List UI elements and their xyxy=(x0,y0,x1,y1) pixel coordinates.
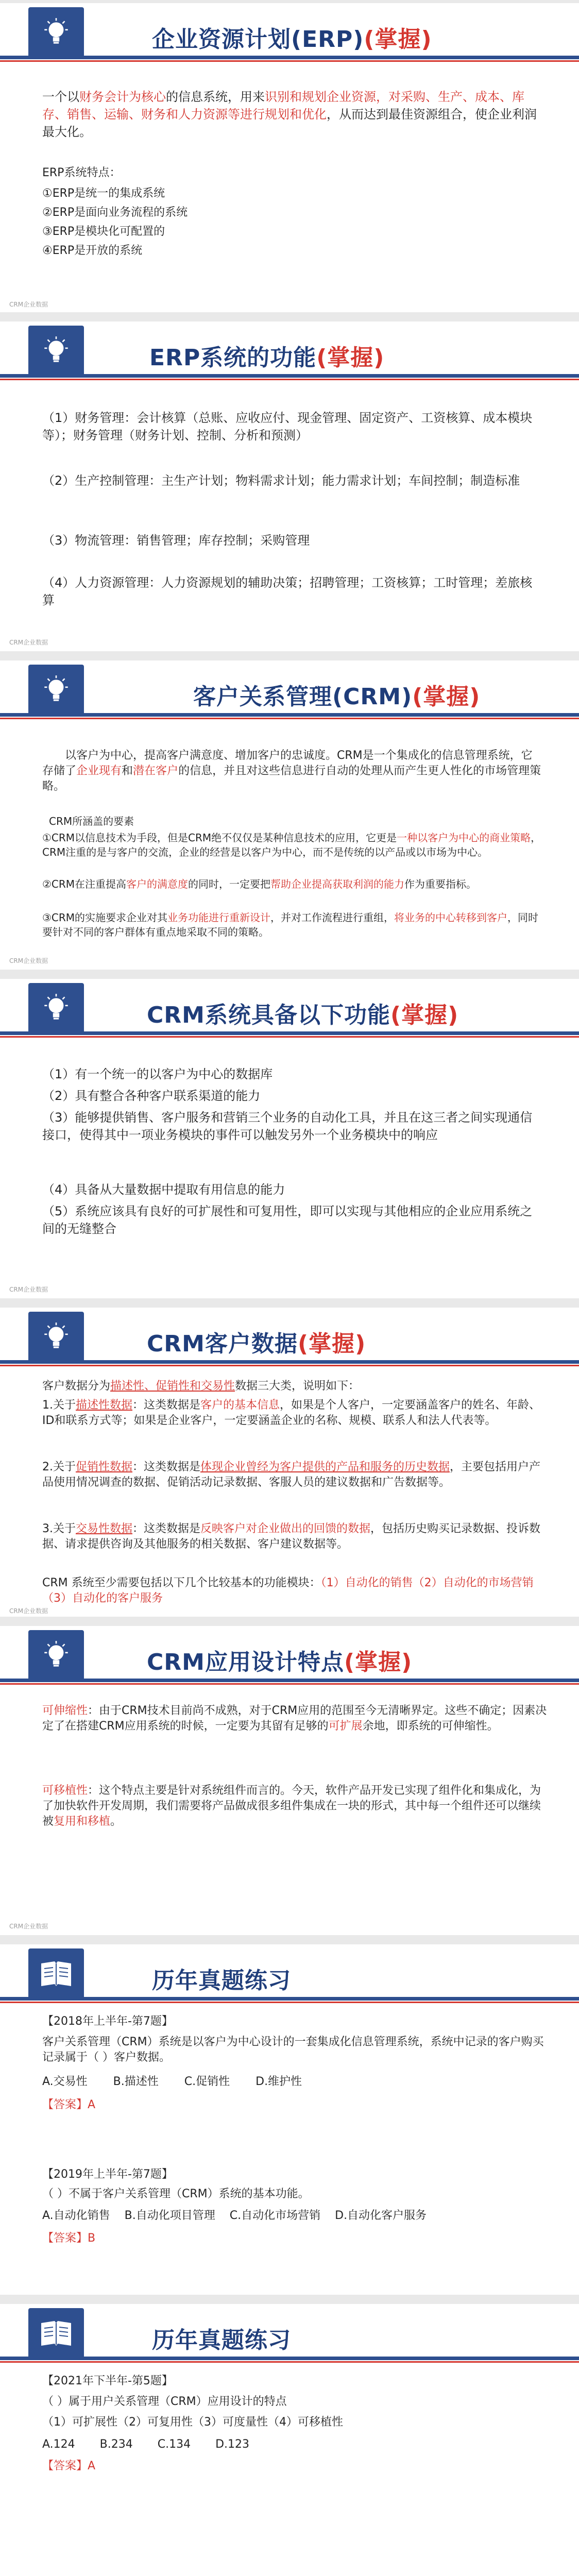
slide-header xyxy=(0,1308,579,1368)
page-title: CRM客户数据(掌握) xyxy=(147,1331,366,1357)
page-title: ERP系统的功能(掌握) xyxy=(149,345,385,371)
erp-feature-item: ②ERP是面向业务流程的系统 xyxy=(42,206,188,219)
crm-design-point: 可移植性：这个特点主要是针对系统组件而言的。今天，软件产品开发已实现了组件化和集成化，为了加快软件开发周期，我们需要将产品做成很多组件集成在一块的形式，其中每一个组件还可以继续被复用和移植。 xyxy=(42,1784,541,1828)
slide-gap xyxy=(0,2295,579,2304)
slide-exam-1 xyxy=(0,1944,579,2295)
header-stripe-red xyxy=(0,2002,579,2003)
page-title: CRM系统具备以下功能(掌握) xyxy=(147,1002,459,1028)
slide-footnote: CRM企业数据 xyxy=(9,1286,48,1293)
slide-gap xyxy=(0,312,579,321)
slide-header xyxy=(0,321,579,382)
question-text: （ ）不属于客户关系管理（CRM）系统的基本功能。 xyxy=(42,2188,310,2200)
question-options xyxy=(42,2208,427,2224)
slide-header xyxy=(0,979,579,1040)
header-stripe-red xyxy=(0,60,579,62)
crm-element-item: ③CRM的实施要求企业对其业务功能进行重新设计，并对工作流程进行重组，将业务的中心转移到客户，同时要针对不同的客户群体有重点地采取不同的策略。 xyxy=(42,911,539,938)
lightbulb-icon xyxy=(28,326,84,377)
slide-erp-functions xyxy=(0,321,579,651)
slide-crm-design xyxy=(0,1626,579,1935)
question-heading: 【2019年上半年-第7题】 xyxy=(42,2168,173,2181)
option: B.描述性 xyxy=(113,2075,159,2088)
answer: 【答案】A xyxy=(42,2460,96,2472)
slide-gap xyxy=(0,970,579,979)
crm-data-point: 2.关于促销性数据：这类数据是体现企业曾经为客户提供的产品和服务的历史数据，主要包括用户产品使用情况调查的数据、促销活动记录数据、客服人员的建议数据和广告数据等。 xyxy=(42,1461,541,1489)
slide-gap xyxy=(0,1617,579,1626)
slide-gap xyxy=(0,1298,579,1308)
slide-header xyxy=(0,1626,579,1687)
slide-header xyxy=(0,3,579,64)
erp-function-item: （4）人力资源管理：人力资源规划的辅助决策；招聘管理；工资核算；工时管理；差旅核算 xyxy=(42,575,533,607)
slide-footnote: CRM企业数据 xyxy=(9,639,48,646)
header-stripe-red xyxy=(0,2361,579,2363)
crm-function-item: （4）具备从大量数据中提取有用信息的能力 xyxy=(42,1182,285,1197)
option: D.维护性 xyxy=(256,2075,302,2088)
lightbulb-icon xyxy=(28,7,84,59)
book-icon xyxy=(28,1948,84,2000)
book-icon xyxy=(28,2308,84,2360)
slide-crm-functions xyxy=(0,979,579,1298)
header-stripe xyxy=(0,713,579,717)
answer: 【答案】B xyxy=(42,2232,96,2245)
page-title: 历年真题练习 xyxy=(152,2327,291,2353)
option: A.交易性 xyxy=(42,2075,88,2088)
lightbulb-icon xyxy=(28,665,84,716)
crm-elements-heading: CRM所涵盖的要素 xyxy=(49,815,134,827)
crm-element-item: ②CRM在注重提高客户的满意度的同时，一定要把帮助企业提高获取利润的能力作为重要指标。 xyxy=(42,878,477,890)
crm-data-lead: 客户数据分为描述性、促销性和交易性数据三大类，说明如下： xyxy=(42,1380,360,1393)
crm-function-item: （2）具有整合各种客户联系渠道的能力 xyxy=(42,1089,261,1103)
slide-footnote: CRM企业数据 xyxy=(9,957,48,964)
header-stripe xyxy=(0,56,579,59)
option: A.124 xyxy=(42,2438,75,2451)
lightbulb-icon xyxy=(28,1312,84,1363)
option: D.自动化客户服务 xyxy=(335,2209,427,2222)
crm-function-item: （1）有一个统一的以客户为中心的数据库 xyxy=(42,1067,273,1081)
page-title: 企业资源计划(ERP)(掌握) xyxy=(152,26,432,53)
answer: 【答案】A xyxy=(42,2098,96,2111)
slide-erp xyxy=(0,3,579,312)
option: A.自动化销售 xyxy=(42,2209,110,2222)
erp-intro: 一个以财务会计为核心的信息系统，用来识别和规划企业资源，对采购、生产、成本、库存、销售、运输、财务和人力资源等进行规划和优化，从而达到最佳资源组合，使企业利润最大化。 xyxy=(42,90,537,139)
slide-gap xyxy=(0,1935,579,1944)
erp-feature-item: ③ERP是模块化可配置的 xyxy=(42,225,165,238)
question-text: （ ）属于用户关系管理（CRM）应用设计的特点 xyxy=(42,2395,287,2408)
question-options xyxy=(42,2437,249,2452)
question-text: 客户关系管理（CRM）系统是以客户为中心设计的一套集成化信息管理系统，系统中记录的客户购买记录属于（ ）客户数据。 xyxy=(42,2036,544,2064)
header-stripe-red xyxy=(0,379,579,380)
question-subtext: （1）可扩展性（2）可复用性（3）可度量性（4）可移植性 xyxy=(42,2416,343,2429)
slide-footnote: CRM企业数据 xyxy=(9,1923,48,1930)
lightbulb-icon xyxy=(28,1630,84,1682)
erp-function-item: （1）财务管理：会计核算（总账、应收应付、现金管理、固定资产、工资核算、成本模块等）；财务管理（财务计划、控制、分析和预测） xyxy=(42,411,533,443)
header-stripe xyxy=(0,1031,579,1035)
slide-header xyxy=(0,1944,579,2005)
question-heading: 【2018年上半年-第7题】 xyxy=(42,2015,173,2028)
header-stripe-red xyxy=(0,1365,579,1366)
header-stripe xyxy=(0,1360,579,1364)
slide-footnote: CRM企业数据 xyxy=(9,1607,48,1615)
option: B.自动化项目管理 xyxy=(124,2209,215,2222)
crm-element-item: ①CRM以信息技术为手段，但是CRM绝不仅仅是某种信息技术的应用，它更是一种以客户为中心的商业策略，CRM注重的是与客户的交流，企业的经营是以客户为中心，而不是传统的以产品或以市场为中心。 xyxy=(42,832,541,858)
erp-function-item: （2）生产控制管理：主生产计划；物料需求计划；能力需求计划；车间控制；制造标准 xyxy=(42,473,520,488)
header-stripe-red xyxy=(0,718,579,719)
option: B.234 xyxy=(99,2438,133,2451)
slide-exam-2 xyxy=(0,2304,579,2576)
header-stripe-red xyxy=(0,1683,579,1685)
slide-footnote: CRM企业数据 xyxy=(9,301,48,308)
page-title: CRM应用设计特点(掌握) xyxy=(147,1649,413,1675)
question-heading: 【2021年下半年-第5题】 xyxy=(42,2375,173,2387)
erp-feature-heading: ERP系统特点： xyxy=(42,166,121,179)
option: C.134 xyxy=(157,2438,191,2451)
lightbulb-icon xyxy=(28,983,84,1035)
slide-header xyxy=(0,660,579,721)
crm-intro: 以客户为中心，提高客户满意度、增加客户的忠诚度。CRM是一个集成化的信息管理系统，它存储了企业现有和潜在客户的信息，并且对这些信息进行自动的处理从而产生更人性化的市场管理策略。 xyxy=(42,749,541,793)
header-stripe xyxy=(0,374,579,378)
crm-function-item: （5）系统应该具有良好的可扩展性和可复用性，即可以实现与其他相应的企业应用系统之间的无缝整合 xyxy=(42,1204,533,1236)
slide-crm-data xyxy=(0,1308,579,1617)
option: C.自动化市场营销 xyxy=(229,2209,321,2222)
slide-gap xyxy=(0,651,579,660)
crm-design-point: 可伸缩性：由于CRM技术目前尚不成熟，对于CRM应用的范围至今无清晰界定。这些不确定；因素决定了在搭建CRM应用系统的时候，一定要为其留有足够的可扩展余地，即系统的可伸缩性。 xyxy=(42,1704,547,1733)
slide-header xyxy=(0,2304,579,2365)
header-stripe xyxy=(0,1997,579,2001)
crm-data-point: 3.关于交易性数据：这类数据是反映客户对企业做出的回馈的数据，包括历史购买记录数据、投诉数据、请求提供咨询及其他服务的相关数据、客户建议数据等。 xyxy=(42,1522,541,1551)
page-title: 客户关系管理(CRM)(掌握) xyxy=(193,684,481,710)
header-stripe xyxy=(0,2357,579,2360)
crm-data-point: 1.关于描述性数据：这类数据是客户的基本信息，如果是个人客户，一定要涵盖客户的姓名、年龄、ID和联系方式等；如果是企业客户，一定要涵盖企业的名称、规模、联系人和法人代表等。 xyxy=(42,1399,541,1427)
header-stripe xyxy=(0,1679,579,1682)
slide-crm xyxy=(0,660,579,970)
page-title: 历年真题练习 xyxy=(152,1968,291,1994)
header-stripe-red xyxy=(0,1036,579,1038)
crm-function-item: （3）能够提供销售、客户服务和营销三个业务的自动化工具，并且在这三者之间实现通信接口，使得其中一项业务模块的事件可以触发另外一个业务模块中的响应 xyxy=(42,1110,533,1142)
option: C.促销性 xyxy=(184,2075,230,2088)
crm-data-tail: CRM 系统至少需要包括以下几个比较基本的功能模块：（1）自动化的销售（2）自动化的市场营销（3）自动化的客户服务 xyxy=(42,1577,534,1605)
option: D.123 xyxy=(215,2438,250,2451)
erp-feature-item: ①ERP是统一的集成系统 xyxy=(42,187,165,200)
question-options xyxy=(42,2074,302,2090)
erp-feature-item: ④ERP是开放的系统 xyxy=(42,244,143,257)
erp-function-item: （3）物流管理：销售管理；库存控制；采购管理 xyxy=(42,533,310,548)
